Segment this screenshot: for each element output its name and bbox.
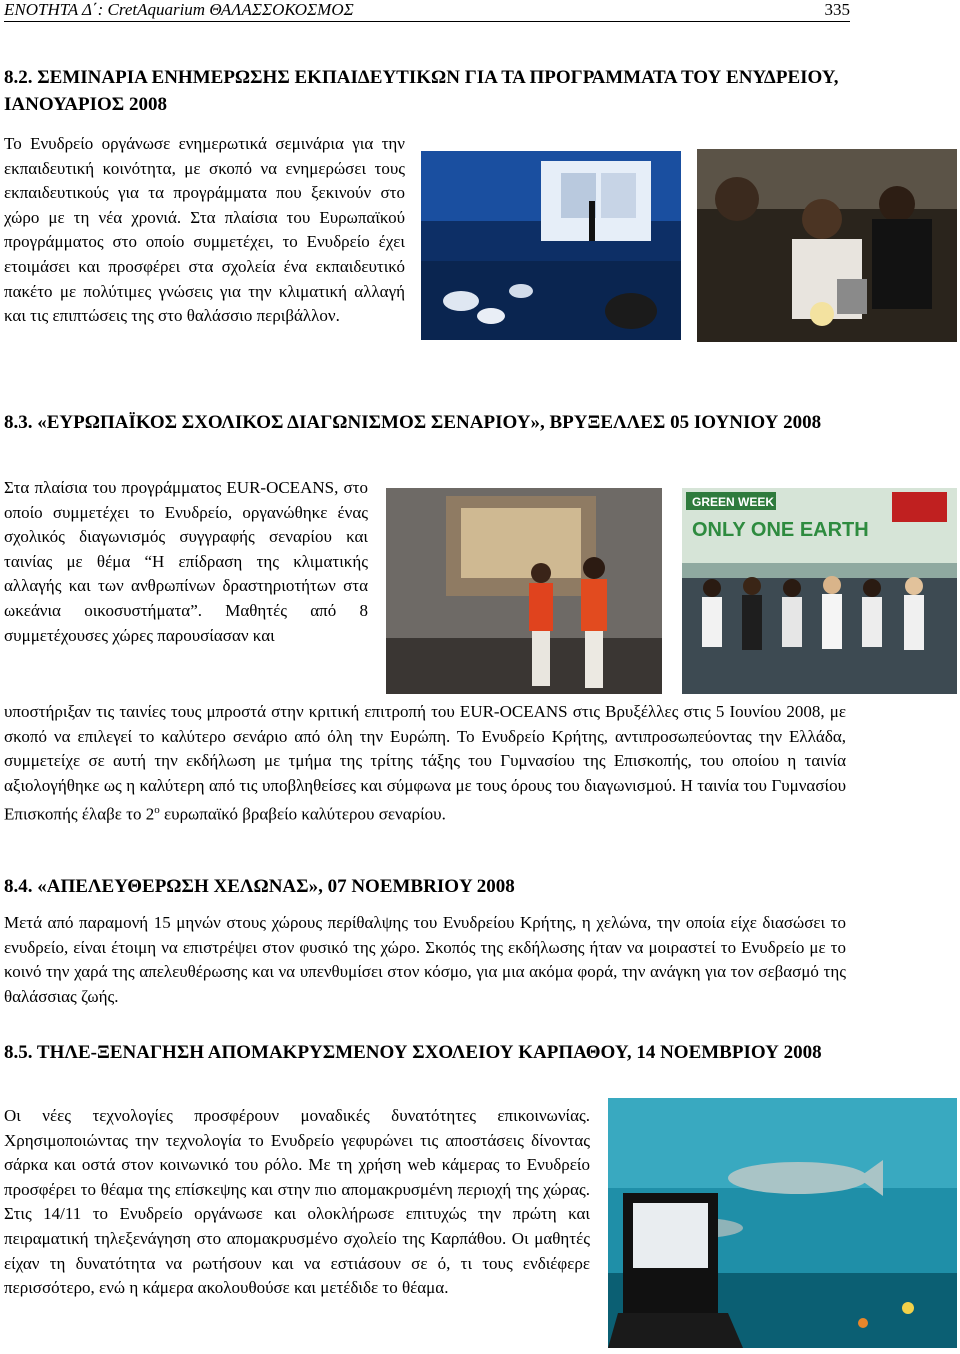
section-8-3-text-body: υποστήριξαν τις ταινίες τους μπροστά στην κριτική επιτροπή του EUR-OCEANS στις Βρυξέλλες στις 5 Ιουνίου 2008, με σκοπό να επιλεγεί το καλύτερο σενάριο από όλη την Ευρώπη. Το Ενυδρείο Κρήτης, αντιπροσωπεύοντας την Ελλάδα, συμμετείχε σε αυτή την εκδήλωση με τμήμα της τρίτης τάξης του Γυμνασίου της Επισκοπής, του οποίου η ταινία αξιολογήθηκε ως η καλύτερη από τις υποβληθείσες και σύμφωνα με τους όρους του διαγωνισμού. Η ταινία του Γυμνασίου Επισκοπής έλαβε το 2 bbox=[4, 702, 846, 825]
section-8-2-heading: 8.2. ΣΕΜΙΝΑΡΙΑ ΕΝΗΜΕΡΩΣΗΣ ΕΚΠΑΙΔΕΥΤΙΚΩΝ ΓΙΑ ΤΑ ΠΡΟΓΡΑΜΜΑΤΑ ΤΟΥ ΕΝΥΔΡΕΙΟΥ, ΙΑΝΟΥΑΡΙΟΣ 2008 bbox=[4, 67, 839, 115]
header-title: ΕΝΟΤΗΤΑ Δ΄: CretAquarium ΘΑΛΑΣΣΟΚΟΣΜΟΣ bbox=[4, 0, 354, 19]
page-header bbox=[4, 0, 850, 22]
section-8-5-text: Οι νέες τεχνολογίες προσφέρουν μοναδικές δυνατότητες επικοινωνίας. Χρησιμοποιώντας την τεχνολογία το Ενυδρείο γεφυρώνει τις αποστάσεις δίνοντας σάρκα και οστά στον κοινωνικό του ρόλο. Με τη χρήση web κάμερας το Ενυδρείο προσφέρει το θέαμα της επίσκεψης και στην πιο απομακρυσμένη περιοχή της χώρας. Στις 14/11 το Ενυδρείο οργάνωσε και ολοκλήρωσε επιτυχώς την πρώτη και πειραματική τηλεξενάγηση στο απομακρυσμένο σχολείο της Καρπάθου. Οι μαθητές είχαν τη δυνατότητα να ρωτήσουν και να εστιάσουν σε ό, τι τους ενδιέφερε περισσότερο, ενώ η κάμερα ακολουθούσε και μετέδιδε το θέαμα. bbox=[4, 1106, 590, 1298]
photo-banner-text: ONLY ONE EARTH bbox=[692, 519, 869, 541]
presentation-photo bbox=[386, 488, 662, 694]
section-8-3-heading: 8.3. «ΕΥΡΩΠΑΪΚΟΣ ΣΧΟΛΙΚΟΣ ΔΙΑΓΩΝΙΣΜΟΣ ΣΕΝΑΡΙΟΥ», ΒΡΥΞΕΛΛΕΣ 05 ΙΟΥΝΙΟΥ 2008 bbox=[4, 412, 822, 433]
photo-logo-text: GREEN WEEK bbox=[692, 495, 775, 509]
section-8-2-text: Το Ενυδρείο οργάνωσε ενημερωτικά σεμινάρια για την εκπαιδευτική κοινότητα, με σκοπό να ενημερώσει τους εκπαιδευτικούς για τα προγράμματα που ξεκινούν στο χώρο με τη νέα χρονιά. Στα πλαίσια του Ευρωπαϊκού προγράμματος στο οποίο συμμετέχει, το Ενυδρείο έχει ετοιμάσει και προσφέρει στα σχολεία ένα εκπαιδευτικό πακέτο με πολύτιμες γνώσεις για την κλιματική αλλαγή και τις επιπτώσεις της στο θαλάσσιο περιβάλλον. bbox=[4, 134, 405, 326]
section-8-3-text-narrow: Στα πλαίσια του προγράμματος EUR-OCEANS, στο οποίο συμμετέχει το Ενυδρείο, οργανώθηκε ένας σχολικός διαγωνισμός συγγραφής σεναρίου και ταινίας με θέμα “Η επίδραση της κλιματικής αλλαγής και των ανθρωπίνων δραστηριοτήτων στα ωκεάνια οικοσυστήματα”. Μαθητές από 8 συμμετέχουσες χώρες παρουσίασαν και bbox=[4, 478, 368, 645]
page-number: 335 bbox=[824, 0, 850, 19]
section-8-5-heading: 8.5. ΤΗΛΕ-ΞΕΝΑΓΗΣΗ ΑΠΟΜΑΚΡΥΣΜΕΝΟΥ ΣΧΟΛΕΙΟΥ ΚΑΡΠΑΘΟΥ, 14 ΝΟΕΜΒΡΙΟΥ 2008 bbox=[4, 1042, 822, 1063]
group-photo bbox=[682, 488, 957, 694]
section-8-4-text: Μετά από παραμονή 15 μηνών στους χώρους περίθαλψης του Ενυδρείου Κρήτης, η χελώνα, την οποία είχε διασώσει το ενυδρείο, είναι έτοιμη να επιστρέψει στον φυσικό της χώρο. Σκοπός της εκδήλωσης ήταν να μοιραστεί το Ενυδρείο με το κοινό την χαρά της απελευθέρωσης και να υπενθυμίσει στον κόσμο, για μια ακόμα φορά, την ανάγκη για τον σεβασμό της θαλάσσιας ζωής. bbox=[4, 913, 846, 1006]
lab-photo bbox=[697, 149, 957, 342]
aquarium-photo bbox=[608, 1098, 957, 1348]
section-8-3-text-end: ευρωπαϊκό βραβείο καλύτερου σεναρίου. bbox=[159, 805, 446, 825]
section-8-3-text-full bbox=[4, 700, 846, 828]
section-8-4-heading: 8.4. «ΑΠΕΛΕΥΘΕΡΩΣΗ ΧΕΛΩΝΑΣ», 07 ΝΟΕΜBRIOY 2008 bbox=[4, 876, 515, 897]
superscript-o: ο bbox=[154, 804, 160, 817]
seminar-photo bbox=[421, 151, 681, 340]
